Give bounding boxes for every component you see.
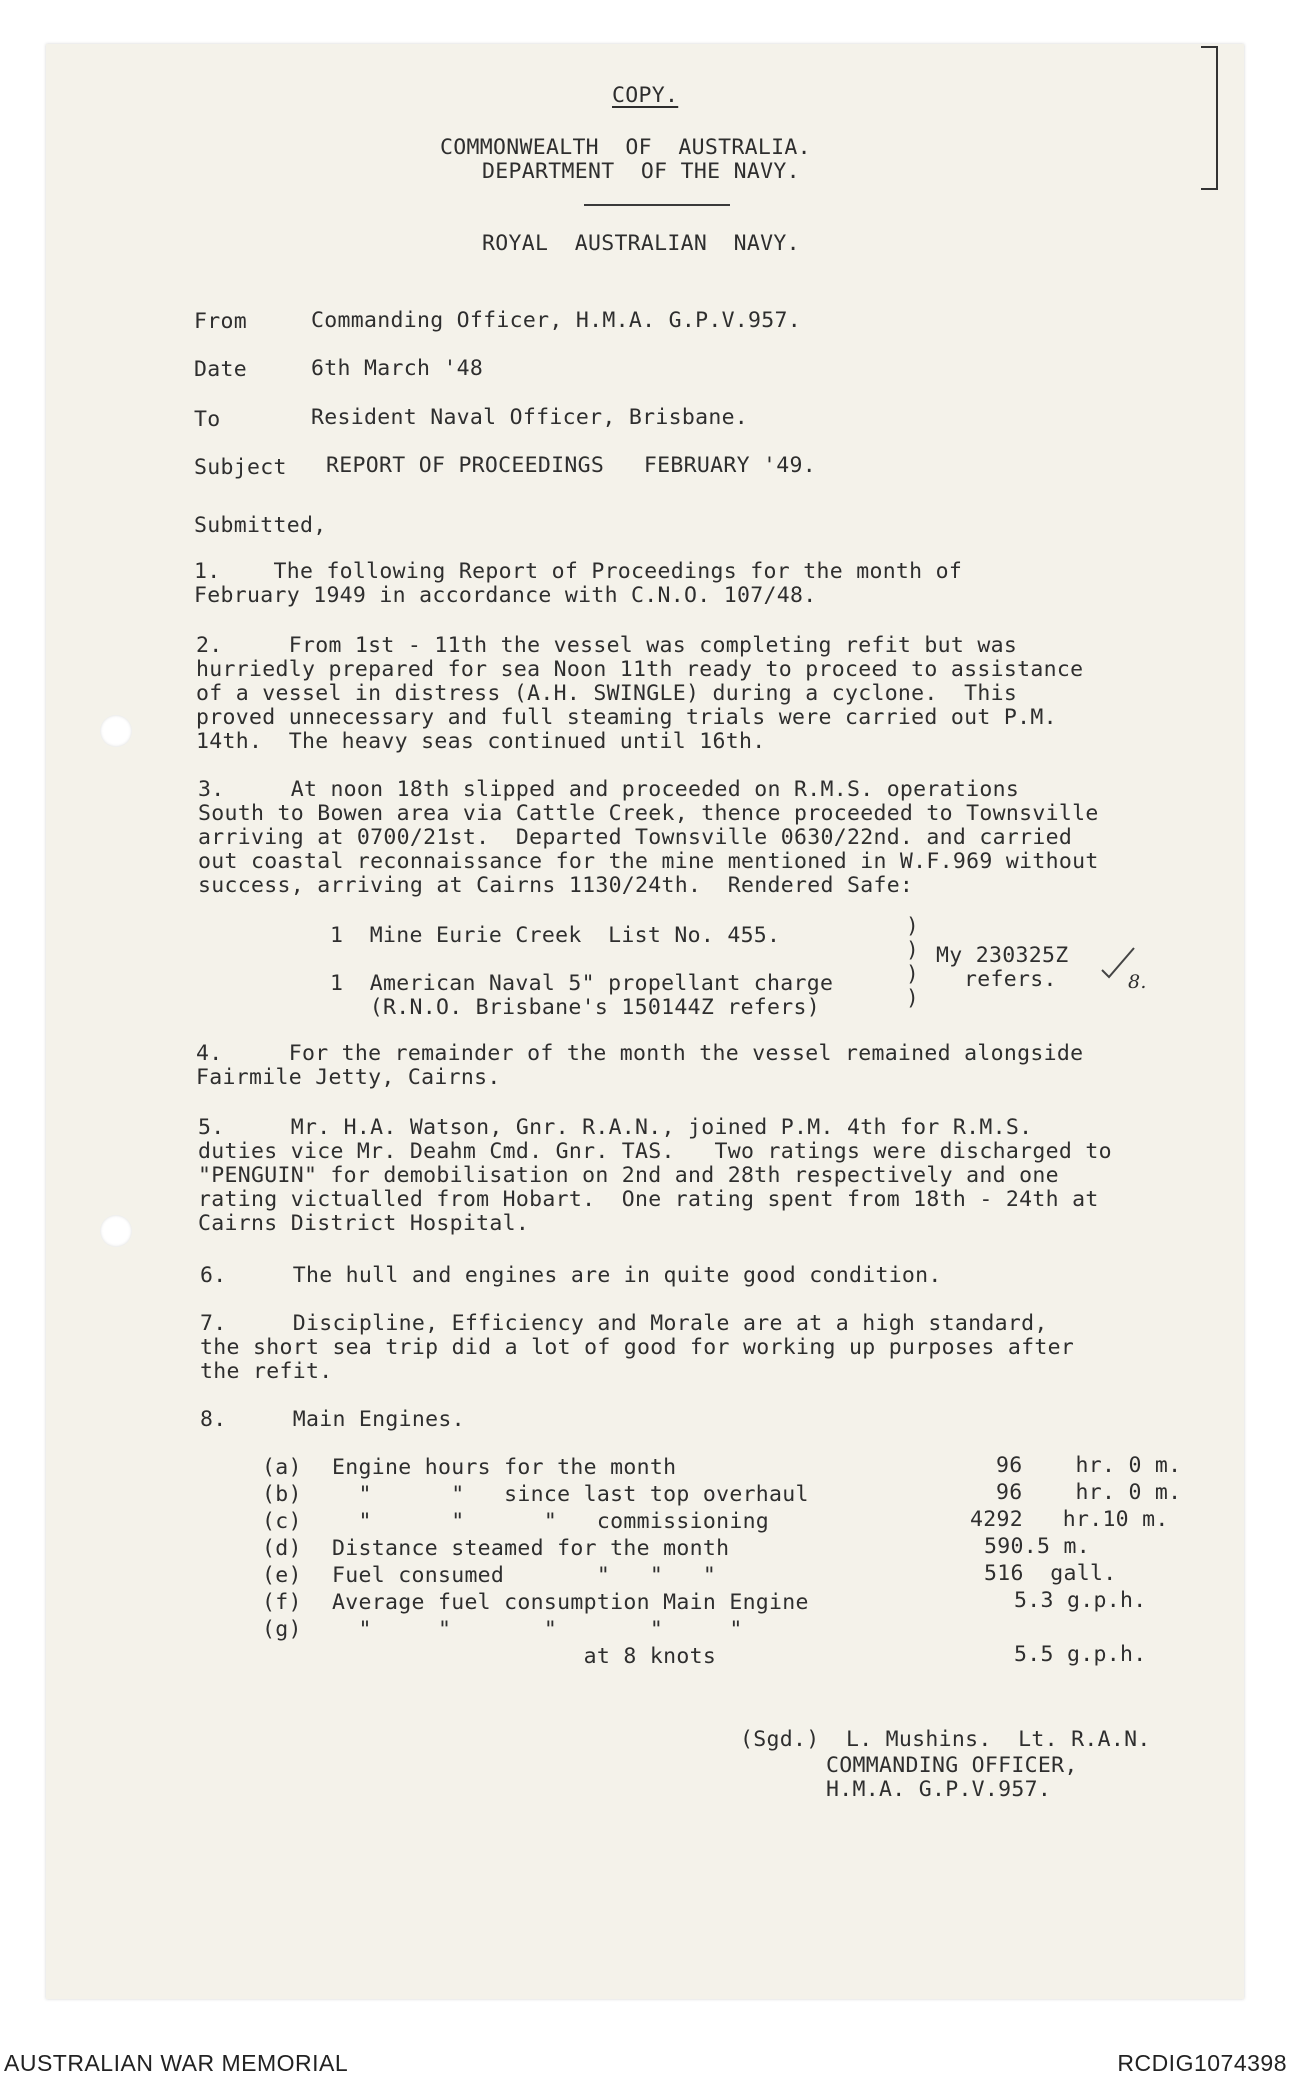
rendered-item-2-ref: (R.N.O. Brisbane's 150144Z refers) xyxy=(330,995,821,1020)
para-4-line: 4. For the remainder of the month the vessel remained alongside xyxy=(196,1041,1084,1066)
signature-line-2: COMMANDING OFFICER, xyxy=(826,1753,1078,1778)
engine-row-desc: Fuel consumed " " " xyxy=(332,1563,717,1588)
engine-row-desc: Average fuel consumption Main Engine xyxy=(332,1590,809,1615)
engine-row-key: (g) xyxy=(262,1617,302,1642)
engine-row-value: 5.5 g.p.h. xyxy=(1014,1642,1147,1667)
para-3-line: 3. At noon 18th slipped and proceeded on R.M.S. operations xyxy=(198,777,1020,802)
engine-row-value: 5.3 g.p.h. xyxy=(1014,1588,1147,1613)
para-5-line: Cairns District Hospital. xyxy=(198,1211,530,1236)
engine-row-value: 590.5 m. xyxy=(984,1534,1090,1559)
header-line-2: DEPARTMENT OF THE NAVY. xyxy=(482,159,800,184)
para-3-line: arriving at 0700/21st. Departed Townsville 0630/22nd. and carried xyxy=(198,825,1073,850)
engine-row-value: 96 hr. 0 m. xyxy=(996,1453,1182,1478)
para-3-line: out coastal reconnaissance for the mine mentioned in W.F.969 without xyxy=(198,849,1099,874)
para-1-line: 1. The following Report of Proceedings for the month of xyxy=(194,559,963,584)
from-value: Commanding Officer, H.M.A. G.P.V.957. xyxy=(311,308,802,333)
engine-row-desc: " " " " " xyxy=(332,1617,743,1642)
to-value: Resident Naval Officer, Brisbane. xyxy=(311,405,749,430)
engine-row-value: 96 hr. 0 m. xyxy=(996,1480,1182,1505)
para-7-line: 7. Discipline, Efficiency and Morale are at a high standard, xyxy=(200,1311,1048,1336)
para-1-line: February 1949 in accordance with C.N.O. 107/48. xyxy=(194,583,817,608)
para-7-line: the short sea trip did a lot of good for working up purposes after xyxy=(200,1335,1075,1360)
para-3-line: success, arriving at Cairns 1130/24th. Rendered Safe: xyxy=(198,873,914,898)
para-2-line: proved unnecessary and full steaming trials were carried out P.M. xyxy=(196,705,1057,730)
subject-value: REPORT OF PROCEEDINGS FEBRUARY '49. xyxy=(326,453,817,478)
to-label: To xyxy=(194,407,221,432)
punch-hole xyxy=(100,1215,132,1247)
engine-row-desc: Distance steamed for the month xyxy=(332,1536,730,1561)
punch-hole xyxy=(100,715,132,747)
rendered-item-2: 1 American Naval 5" propellant charge xyxy=(330,971,834,996)
para-5-line: rating victualled from Hobart. One rating spent from 18th - 24th at xyxy=(198,1187,1099,1212)
para-5-line: "PENGUIN" for demobilisation on 2nd and 28th respectively and one xyxy=(198,1163,1059,1188)
handwritten-initial: 8. xyxy=(1128,971,1147,993)
engine-row-key: (e) xyxy=(262,1563,302,1588)
brace-mark: ) ) ) ) xyxy=(906,914,919,1010)
header-line-3: ROYAL AUSTRALIAN NAVY. xyxy=(482,231,800,256)
engine-row-desc: " " " commissioning xyxy=(332,1509,770,1534)
signature-line-1: (Sgd.) L. Mushins. Lt. R.A.N. xyxy=(740,1727,1151,1752)
para-7-line: the refit. xyxy=(200,1359,333,1384)
engine-row-key: (b) xyxy=(262,1482,302,1507)
engine-row-desc: at 8 knots xyxy=(332,1644,717,1669)
crop-mark xyxy=(1201,188,1216,190)
crop-mark xyxy=(1216,46,1218,190)
footer-left: AUSTRALIAN WAR MEMORIAL xyxy=(4,2050,349,2076)
para-2-line: of a vessel in distress (A.H. SWINGLE) during a cyclone. This xyxy=(196,681,1018,706)
para-2-line: hurriedly prepared for sea Noon 11th ready to proceed to assistance xyxy=(196,657,1084,682)
engine-row-value: 516 gall. xyxy=(984,1561,1117,1586)
para-6-line: 6. The hull and engines are in quite good condition. xyxy=(200,1263,942,1288)
date-label: Date xyxy=(194,357,247,382)
document-sheet xyxy=(46,44,1244,1999)
para-2-line: 14th. The heavy seas continued until 16th. xyxy=(196,729,766,754)
copy-heading: COPY. xyxy=(612,83,679,108)
engine-row-desc: " " since last top overhaul xyxy=(332,1482,809,1507)
engine-row-key: (d) xyxy=(262,1536,302,1561)
para-4-line: Fairmile Jetty, Cairns. xyxy=(196,1065,501,1090)
para-2-line: 2. From 1st - 11th the vessel was completing refit but was xyxy=(196,633,1018,658)
para-5-line: 5. Mr. H.A. Watson, Gnr. R.A.N., joined P.M. 4th for R.M.S. xyxy=(198,1115,1033,1140)
engine-row-value: 4292 hr.10 m. xyxy=(970,1507,1169,1532)
header-line-1: COMMONWEALTH OF AUSTRALIA. xyxy=(440,135,811,160)
rendered-note-1: My 230325Z xyxy=(936,943,1069,968)
para-8-line: 8. Main Engines. xyxy=(200,1407,465,1432)
para-3-line: South to Bowen area via Cattle Creek, thence proceeded to Townsville xyxy=(198,801,1099,826)
engine-row-desc: Engine hours for the month xyxy=(332,1455,677,1480)
submitted-line: Submitted, xyxy=(194,513,327,538)
date-value: 6th March '48 xyxy=(311,356,484,381)
header-rule xyxy=(584,204,730,206)
rendered-note-2: refers. xyxy=(964,967,1057,992)
rendered-item-1: 1 Mine Eurie Creek List No. 455. xyxy=(330,923,781,948)
crop-mark xyxy=(1201,46,1216,48)
para-5-line: duties vice Mr. Deahm Cmd. Gnr. TAS. Two ratings were discharged to xyxy=(198,1139,1112,1164)
subject-label: Subject xyxy=(194,455,287,480)
signature-line-3: H.M.A. G.P.V.957. xyxy=(826,1777,1052,1802)
engine-row-key: (f) xyxy=(262,1590,302,1615)
engine-row-key: (c) xyxy=(262,1509,302,1534)
engine-row-key: (a) xyxy=(262,1455,302,1480)
footer-right: RCDIG1074398 xyxy=(1117,2050,1287,2076)
from-label: From xyxy=(194,309,247,334)
